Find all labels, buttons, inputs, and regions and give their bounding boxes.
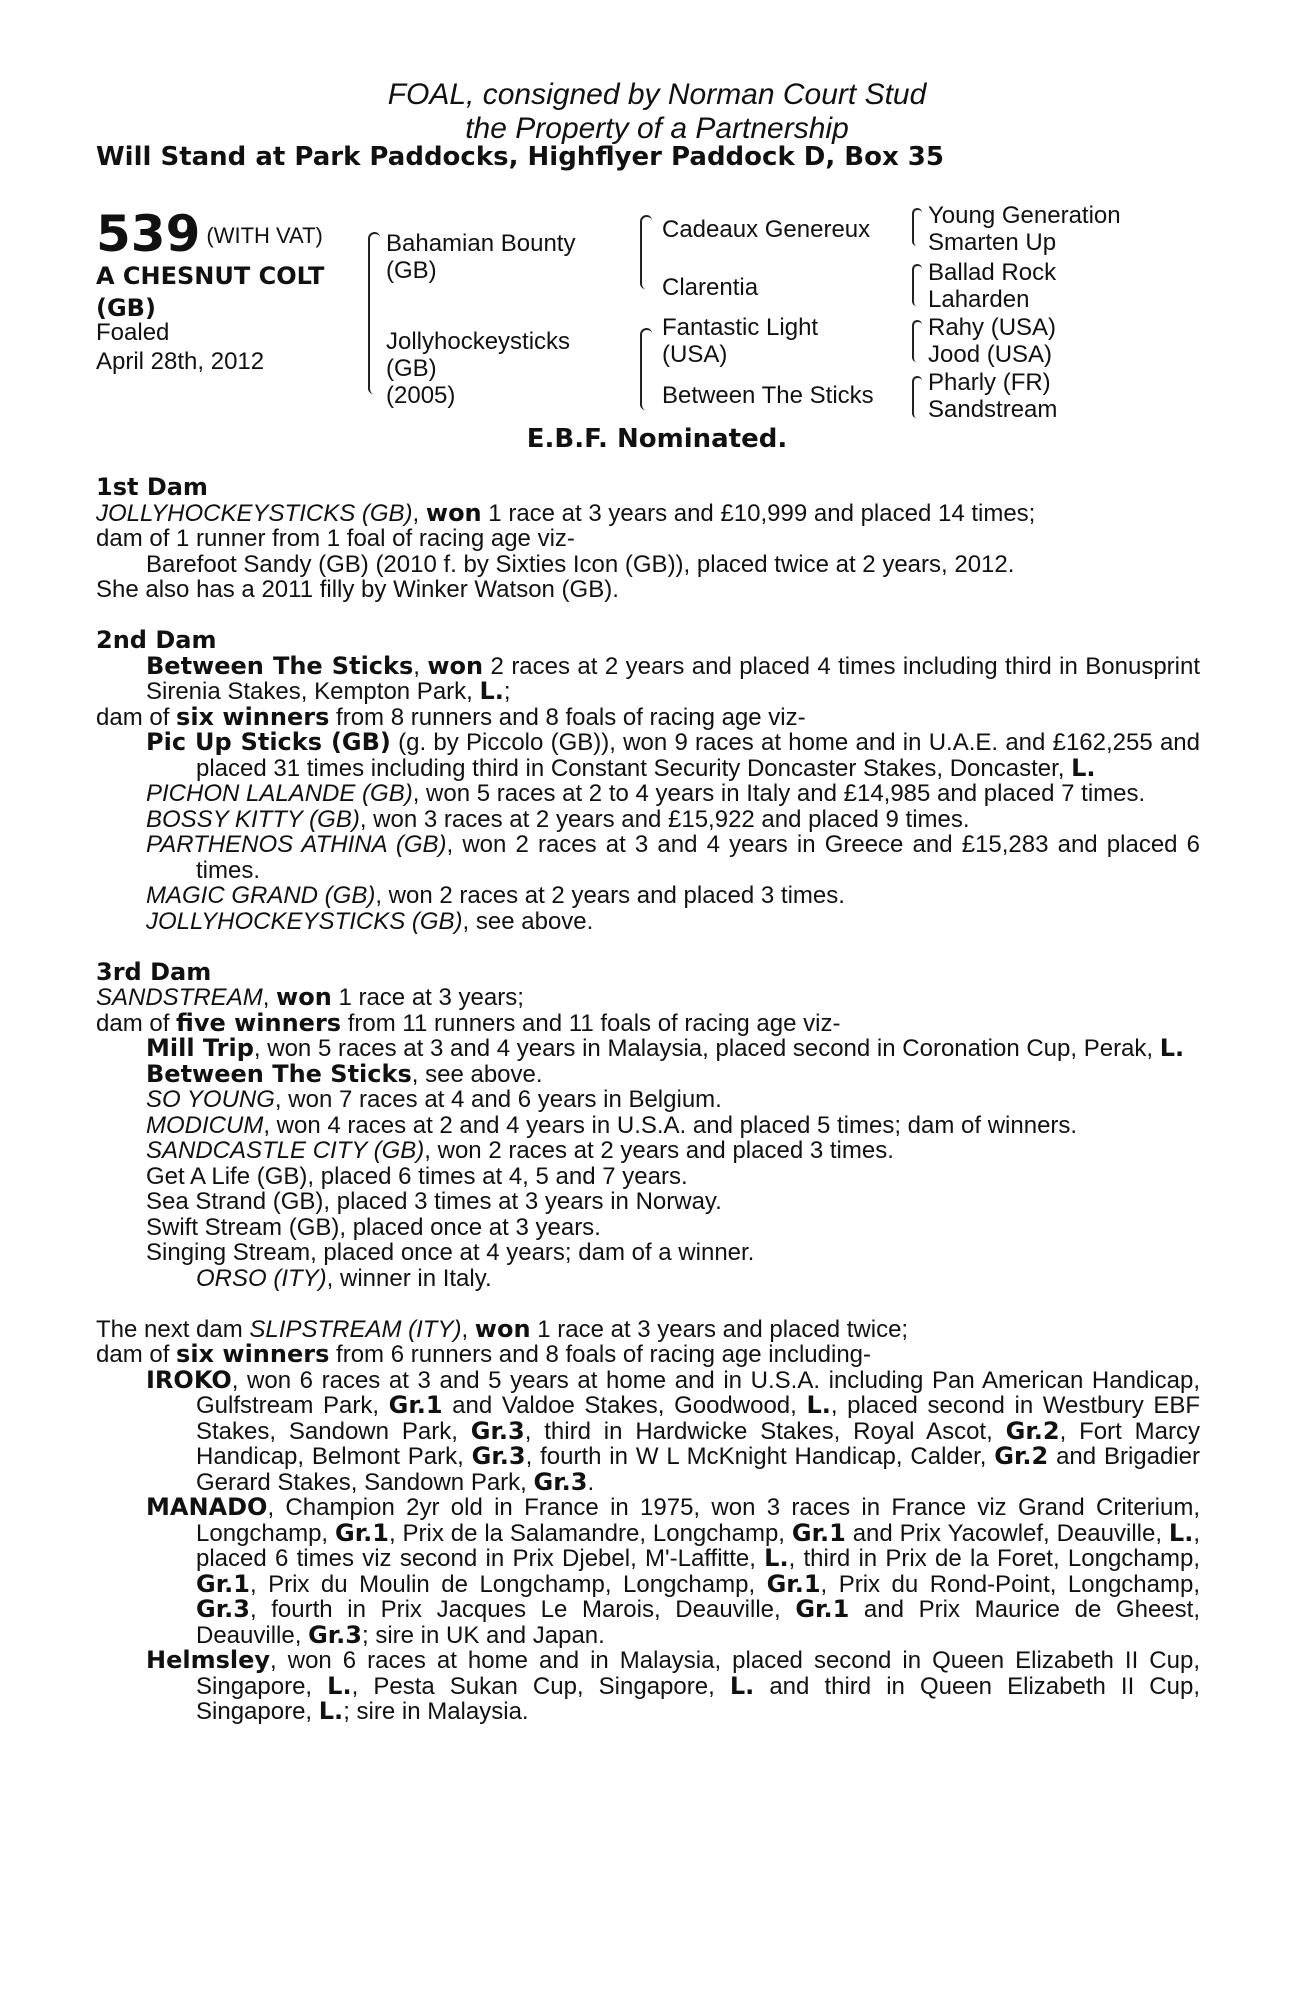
produce-record-text: , fourth in Prix Jacques Le Marois, Deauville,: [249, 1596, 796, 1623]
third-dam-produce-3: [96, 1087, 1200, 1113]
pedigree-ss: Cadeaux Genereux: [662, 216, 871, 243]
produce-name: MODICUM: [146, 1111, 264, 1139]
pedigree-ds-name: Fantastic Light: [662, 314, 819, 341]
third-dam-produce-8: Swift Stream (GB), placed once at 3 years.: [146, 1213, 601, 1241]
second-dam-record: 2 races at 2 years and placed 4 times including third in Bonusprint Sirenia Stakes, Kempton Park,: [146, 652, 1201, 705]
pedigree-brace-gen3-3: [912, 320, 922, 362]
foaled-label: Foaled: [96, 319, 170, 346]
third-dam-summary-a: dam of: [96, 1009, 177, 1037]
produce-record-text: , Fort Marcy Handicap, Belmont Park,: [196, 1417, 1200, 1470]
next-dam-name: SLIPSTREAM (ITY): [249, 1315, 462, 1343]
produce-name: MANADO: [146, 1493, 268, 1521]
pedigree-brace-gen3-1: [912, 208, 922, 246]
lot-number: [96, 205, 323, 263]
third-dam-produce-7: Sea Strand (GB), placed 3 times at 3 years in Norway.: [146, 1188, 722, 1215]
produce-record: , won 2 races at 3 and 4 years in Greece and £15,283 and placed 6 times.: [196, 831, 1200, 884]
lot-title-line2: (GB): [96, 294, 156, 322]
pedigree-sd: Clarentia: [662, 274, 759, 301]
race-grade: L.: [729, 1671, 755, 1700]
produce-record-text: and Prix Maurice de Gheest, Deauville,: [196, 1596, 1201, 1649]
second-dam-summary-a: dam of: [96, 703, 177, 731]
third-dam-produce-4: [96, 1113, 1200, 1139]
pedigree-ds-country: (USA): [662, 341, 728, 368]
third-dam-name: SANDSTREAM: [96, 984, 263, 1011]
produce-record-text: and Prix Yacowlef, Deauville,: [845, 1519, 1169, 1547]
pedigree-brace-gen3-2: [912, 264, 922, 306]
second-dam-summary: [96, 702, 1200, 731]
produce-record-text: , Pesta Sukan Cup, Singapore,: [351, 1672, 730, 1700]
next-dam-label: The next dam: [96, 1315, 250, 1343]
pedigree-sire-name: Bahamian Bounty: [386, 230, 576, 257]
produce-record: , won 4 races at 2 and 4 years in U.S.A. and placed 5 times; dam of winners.: [263, 1111, 1078, 1139]
produce-record: , won 2 races at 2 years and placed 3 times.: [424, 1137, 894, 1164]
pedigree-dds: Pharly (FR): [928, 369, 1051, 396]
next-dam-intro: [96, 1314, 1200, 1343]
race-grade: Gr.3: [533, 1467, 588, 1496]
consignor-line: FOAL, consigned by Norman Court Stud: [387, 78, 927, 111]
produce-name: SANDCASTLE CITY (GB): [146, 1137, 425, 1164]
third-dam-produce-10: [96, 1266, 1200, 1292]
next-dam-won: won: [474, 1314, 531, 1343]
produce-name: BOSSY KITTY (GB): [146, 805, 360, 833]
third-dam-summary: [96, 1008, 1200, 1037]
spacer: [96, 603, 1200, 629]
second-dam-produce-3: [96, 807, 1200, 833]
race-grade: Gr.1: [766, 1569, 821, 1598]
race-grade: Gr.3: [196, 1595, 250, 1623]
next-dam-sep: ,: [461, 1315, 475, 1343]
produce-record-text: ; sire in UK and Japan.: [362, 1621, 605, 1649]
second-dam-sep: ,: [413, 652, 428, 680]
pedigree-brace-gen1: [368, 232, 380, 394]
produce-record-text: and Brigadier Gerard Stakes, Sandown Park,: [196, 1443, 1201, 1496]
produce-record-text: , placed second in Westbury EBF Stakes, Sandown Park,: [196, 1392, 1201, 1445]
second-dam-grade: L.: [479, 677, 504, 705]
produce-record: , won 7 races at 4 and 6 years in Belgium.: [274, 1086, 722, 1113]
property-line: the Property of a Partnership: [465, 112, 849, 145]
produce-record-text: , won 6 races at home and in Malaysia, placed second in Queen Elizabeth II Cup, Singapore,: [196, 1647, 1200, 1700]
produce-name: MAGIC GRAND (GB): [146, 882, 376, 909]
third-dam-produce-5: [96, 1138, 1200, 1164]
spacer: [96, 1291, 1200, 1317]
pedigree-dam-name: Jollyhockeysticks: [386, 328, 571, 355]
spacer: [96, 934, 1200, 960]
second-dam-heading: 2nd Dam: [96, 626, 217, 654]
lot-number-value: 539: [96, 205, 201, 263]
second-dam-produce-6: [96, 909, 1200, 935]
foaled-date: [96, 318, 264, 376]
pedigree-sss: Young Generation: [928, 202, 1121, 229]
third-dam-produce-9: Singing Stream, placed once at 4 years; dam of a winner.: [146, 1239, 755, 1266]
pedigree-sds: Ballad Rock: [928, 259, 1057, 286]
race-grade: L.: [1168, 1518, 1194, 1547]
next-dam-produce-manado: [96, 1495, 1200, 1648]
race-grade: L.: [327, 1671, 352, 1700]
pedigree-dd: Between The Sticks: [662, 382, 874, 409]
third-dam-produce-6: Get A Life (GB), placed 6 times at 4, 5 and 7 years.: [146, 1162, 688, 1190]
pedigree-dsd: Jood (USA): [928, 341, 1053, 368]
produce-name: IROKO: [146, 1365, 232, 1394]
ebf-nominated: E.B.F. Nominated.: [526, 424, 788, 454]
second-dam-produce-4: [96, 832, 1200, 883]
produce-name: Pic Up Sticks (GB): [146, 728, 391, 756]
produce-name: Helmsley: [146, 1646, 271, 1674]
race-grade: Gr.2: [994, 1442, 1049, 1470]
produce-name: Mill Trip: [146, 1034, 254, 1062]
produce-record-text: , Prix du Rond-Point, Longchamp,: [820, 1570, 1201, 1598]
third-dam-record: 1 race at 3 years;: [331, 984, 524, 1011]
produce-record-text: , Prix du Moulin de Longchamp, Longchamp,: [249, 1570, 767, 1598]
pedigree-sdd: Laharden: [928, 286, 1030, 313]
produce-record-text: .: [587, 1468, 595, 1496]
produce-record-text: , won 6 races at 3 and 5 years at home and in U.S.A. including Pan American Handicap, Gulfstream Park,: [196, 1366, 1200, 1419]
produce-name: Between The Sticks: [146, 1059, 412, 1088]
produce-grade: L.: [1071, 753, 1096, 782]
next-dam-winners: six winners: [176, 1340, 330, 1368]
produce-record-text: and third in Queen Elizabeth II Cup, Singapore,: [196, 1672, 1201, 1725]
produce-name: SO YOUNG: [146, 1086, 275, 1113]
produce-record-text: , third in Hardwicke Stakes, Royal Ascot,: [524, 1417, 1006, 1445]
next-dam-summary-a: dam of: [96, 1341, 177, 1368]
produce-record: , won 2 races at 2 years and placed 3 times.: [375, 882, 845, 909]
first-dam-heading: 1st Dam: [96, 473, 208, 501]
race-grade: Gr.3: [471, 1442, 526, 1470]
race-grade: L.: [806, 1391, 831, 1419]
produce-record-text: , Champion 2yr old in France in 1975, won 3 races in France viz Grand Criterium, Longchamp,: [196, 1494, 1200, 1547]
third-dam-heading: 3rd Dam: [96, 957, 212, 986]
race-grade: Gr.1: [196, 1569, 250, 1598]
produce-record: , won 5 races at 3 and 4 years in Malaysia, placed second in Coronation Cup, Perak,: [253, 1035, 1160, 1062]
third-dam-won: won: [276, 983, 332, 1011]
first-dam-name: JOLLYHOCKEYSTICKS (GB): [96, 499, 413, 527]
second-dam-end: ;: [503, 678, 511, 705]
pedigree-dam: [386, 328, 570, 409]
pedigree-dam-country: (GB): [386, 355, 437, 382]
race-grade: Gr.3: [470, 1416, 525, 1445]
produce-record: (g. by Piccolo (GB)), won 9 races at home and in U.A.E. and £162,255 and placed 31 times including third in Constant Security Doncaster Stakes, Doncaster,: [196, 729, 1201, 782]
produce-record: , see above.: [411, 1060, 543, 1088]
pedigree-ddd: Sandstream: [928, 396, 1058, 423]
second-dam-produce-5: [96, 883, 1200, 909]
third-dam-sep: ,: [262, 984, 277, 1011]
lot-title-line1: A CHESNUT COLT: [96, 262, 325, 290]
produce-record-text: and Valdoe Stakes, Goodwood,: [442, 1392, 807, 1419]
third-dam-winners: five winners: [176, 1008, 342, 1037]
third-dam-intro: [96, 985, 1200, 1011]
second-dam-winners: six winners: [176, 702, 330, 731]
produce-record-text: , Prix de la Salamandre, Longchamp,: [388, 1519, 792, 1547]
produce-name: PARTHENOS ATHINA (GB): [146, 831, 447, 858]
first-dam-line2: dam of 1 runner from 1 foal of racing age viz-: [96, 525, 575, 552]
pedigree-brace-gen2-dam: [640, 328, 652, 410]
produce-name: JOLLYHOCKEYSTICKS (GB): [146, 907, 463, 935]
pedigree-ds: [662, 314, 818, 368]
produce-name: PICHON LALANDE (GB): [146, 780, 413, 807]
first-dam-line3: Barefoot Sandy (GB) (2010 f. by Sixties Icon (GB)), placed twice at 2 years, 2012.: [146, 550, 1015, 578]
pedigree-dam-year: (2005): [386, 382, 456, 409]
pedigree-ssd: Smarten Up: [928, 229, 1057, 256]
first-dam-record: 1 race at 3 years and £10,999 and placed 14 times;: [481, 499, 1036, 527]
third-dam-produce-1: [96, 1036, 1200, 1062]
second-dam-produce-1: [96, 730, 1200, 781]
produce-record: , won 3 races at 2 years and £15,922 and placed 9 times.: [359, 805, 970, 833]
next-dam-summary: [96, 1342, 1200, 1368]
produce-record: [96, 475, 1200, 1725]
race-grade: Gr.1: [795, 1595, 850, 1623]
next-dam-record: 1 race at 3 years and placed twice;: [530, 1315, 909, 1343]
foaled-value: April 28th, 2012: [96, 348, 265, 375]
produce-record-text: ; sire in Malaysia.: [343, 1698, 529, 1725]
pedigree-dss: Rahy (USA): [928, 314, 1057, 341]
next-dam-summary-c: from 6 runners and 8 foals of racing age including-: [329, 1341, 872, 1368]
race-grade: Gr.2: [1005, 1416, 1060, 1445]
pedigree-sire: [386, 230, 575, 284]
second-dam-produce-2: [96, 781, 1200, 807]
lot-title: [96, 260, 324, 324]
race-grade: Gr.1: [791, 1518, 846, 1547]
produce-record-text: , fourth in W L McKnight Handicap, Calder,: [525, 1443, 995, 1470]
first-dam-line1: [96, 498, 1200, 527]
third-dam-produce-2: [96, 1059, 1200, 1088]
race-grade: L.: [764, 1544, 789, 1572]
produce-grade: L.: [1159, 1034, 1185, 1062]
first-dam-sep: ,: [412, 499, 426, 527]
race-grade: Gr.1: [335, 1518, 389, 1547]
produce-record: , see above.: [462, 907, 594, 935]
second-dam-won: won: [427, 651, 484, 680]
vat-note: (WITH VAT): [206, 223, 323, 248]
race-grade: Gr.3: [308, 1620, 362, 1649]
first-dam-line4: She also has a 2011 filly by Winker Watson (GB).: [96, 576, 619, 603]
location-line: Will Stand at Park Paddocks, Highflyer Paddock D, Box 35: [96, 142, 944, 172]
second-dam-name: Between The Sticks: [146, 651, 414, 680]
produce-record-text: , third in Prix de la Foret, Longchamp,: [788, 1545, 1200, 1572]
produce-record-text: , placed 6 times viz second in Prix Djebel, M'-Laffitte,: [196, 1519, 1200, 1572]
second-dam-summary-c: from 8 runners and 8 foals of racing age viz-: [329, 703, 806, 731]
next-dam-produce-helmsley: [96, 1648, 1200, 1725]
third-dam-summary-c: from 11 runners and 11 foals of racing age viz-: [341, 1009, 841, 1037]
produce-record: , winner in Italy.: [326, 1264, 492, 1292]
second-dam-intro: [96, 651, 1201, 705]
pedigree-sire-country: (GB): [386, 257, 437, 284]
produce-name: ORSO (ITY): [196, 1264, 327, 1292]
race-grade: Gr.1: [388, 1391, 443, 1419]
produce-record: , won 5 races at 2 to 4 years in Italy and £14,985 and placed 7 times.: [412, 780, 1146, 807]
next-dam-produce-iroko: [96, 1365, 1201, 1496]
pedigree-brace-gen2-sire: [640, 215, 652, 289]
pedigree-brace-gen3-4: [912, 376, 922, 418]
first-dam-won: won: [425, 498, 482, 527]
race-grade: L.: [318, 1697, 344, 1725]
